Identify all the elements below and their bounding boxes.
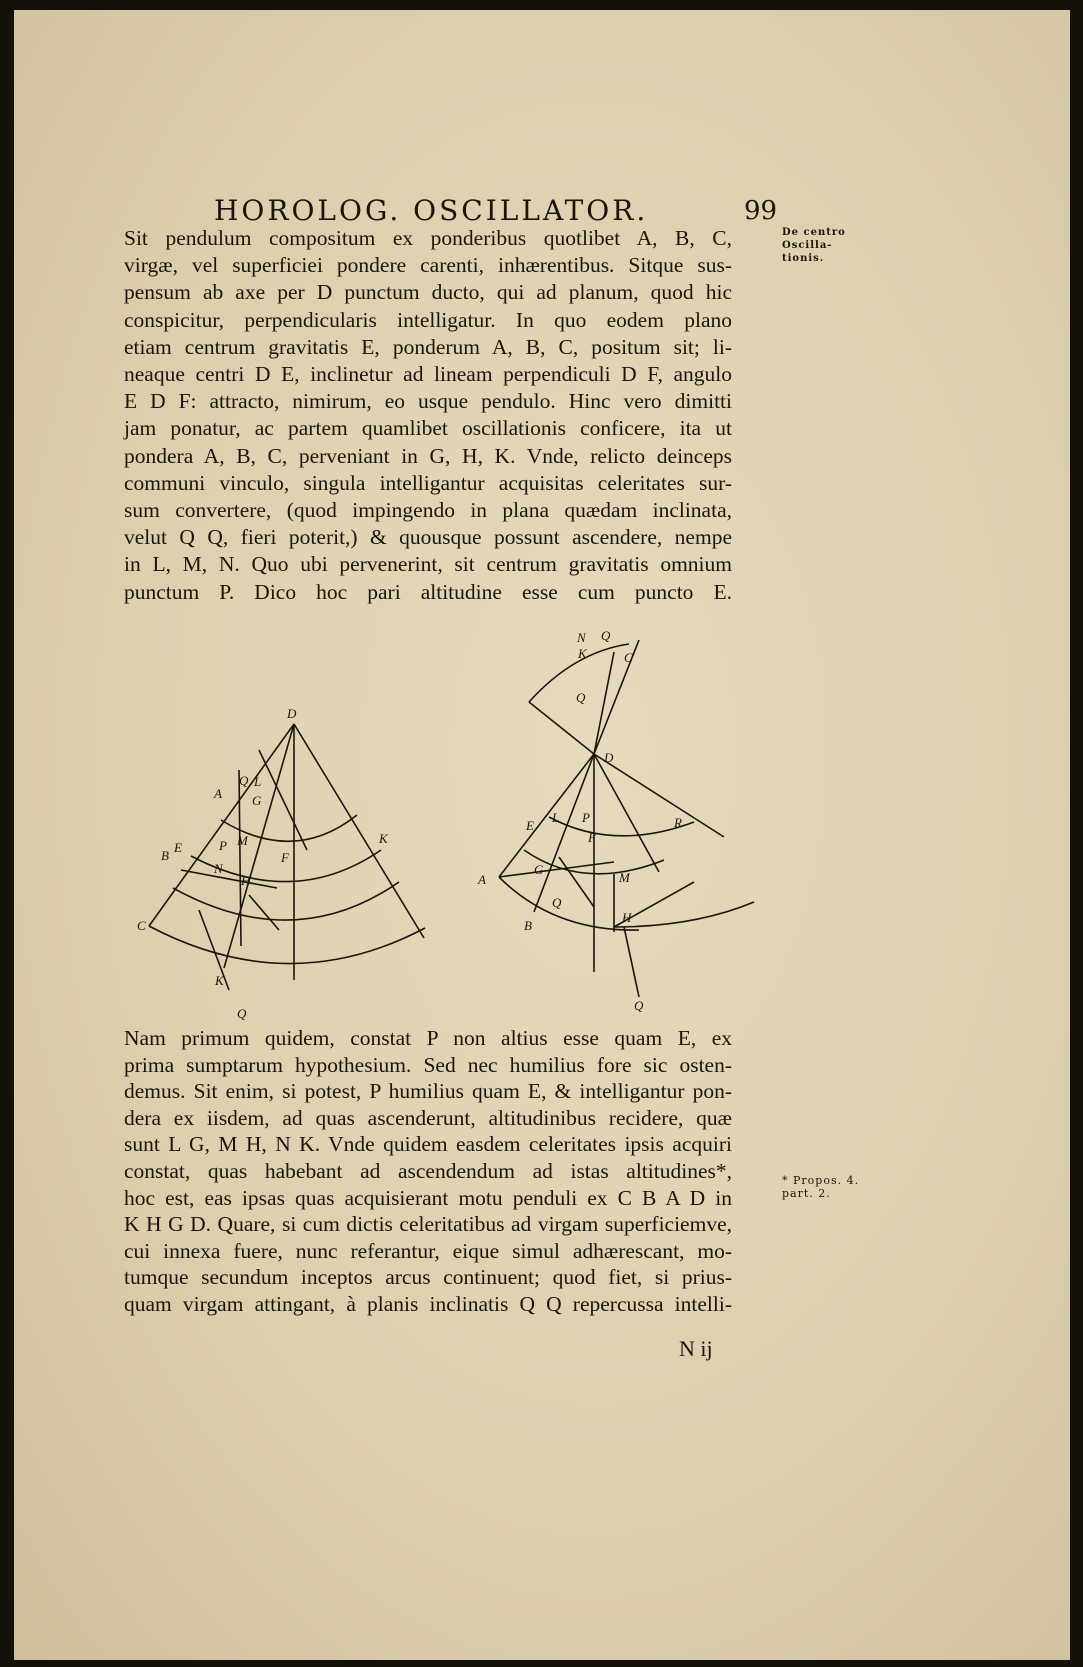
figure-pendulum-right — [464, 622, 784, 1017]
text-line: cui innexa fuere, nunc referantur, eique simul adhærescant, mo- — [124, 1238, 732, 1263]
fig2-label-Q-top: Q — [601, 628, 611, 643]
fig1-label-Q-bottom: Q — [237, 1006, 247, 1020]
fig1-label-C: C — [137, 918, 146, 933]
text-line: E D F: attracto, nimirum, eo usque pendulo. Hinc vero dimitti — [124, 389, 732, 414]
text-line: dera ex iisdem, ad quas ascenderunt, altitudinibus recidere, quæ — [124, 1105, 732, 1130]
fig2-label-P: P — [582, 810, 590, 825]
fig1-label-L: L — [254, 774, 262, 789]
text-line: sunt L G, M H, N K. Vnde quidem easdem celeritates ipsis acquiri — [124, 1132, 732, 1157]
fig2-label-G: G — [534, 862, 544, 877]
text-line: Sit pendulum compositum ex ponderibus quotlibet A, B, C, — [124, 226, 732, 250]
running-head: HOROLOG. OSCILLATOR. — [214, 194, 649, 227]
text-line: quam virgam attingant, à planis inclinatis Q Q repercussa intelli- — [124, 1292, 732, 1316]
figure-pendulum-left — [129, 700, 459, 1020]
page-number: 99 — [744, 196, 778, 226]
fig1-label-H: H — [241, 873, 251, 888]
fig1-label-K: K — [215, 973, 224, 988]
margin-note-reference — [782, 1174, 892, 1200]
text-line: constat, quas habebant ad ascendendum ad istas altitudines*, — [124, 1159, 732, 1183]
fig2-label-Q: Q — [576, 690, 586, 705]
margin-note-top — [782, 226, 892, 265]
fig2-label-R: R — [674, 815, 682, 830]
text-line: virgæ, vel superficiei pondere carenti, inhærentibus. Sitque sus- — [124, 253, 732, 278]
fig2-label-N: N — [577, 630, 586, 645]
text-line: velut Q Q, fieri poterit,) & quousque possunt ascendere, nempe — [124, 525, 732, 550]
fig2-label-F: F — [588, 830, 596, 845]
margin-note-line: part. 2. — [782, 1187, 831, 1200]
fig1-label-F: F — [281, 850, 289, 865]
fig2-label-L: L — [552, 810, 560, 825]
margin-note-line: * Propos. 4. — [782, 1174, 860, 1187]
fig2-label-D: D — [604, 750, 614, 765]
text-line: jam ponatur, ac partem quamlibet oscillationis conficere, ita ut — [124, 416, 732, 441]
fig1-label-B: B — [161, 848, 169, 863]
text-line: tumque secundum inceptos arcus continuent; quod fiet, si prius- — [124, 1265, 732, 1290]
text-line: communi vinculo, singula intelligantur acquisitas celeritates sur- — [124, 470, 732, 495]
fig1-label-A: A — [214, 786, 222, 801]
book-page — [14, 10, 1070, 1660]
fig1-label-Q: Q — [239, 773, 249, 788]
fig2-label-H: H — [622, 910, 632, 925]
fig2-label-Q-mid: Q — [552, 895, 562, 910]
text-line: hoc est, eas ipsas quas acquisierant motu penduli ex C B A D in — [124, 1185, 732, 1210]
fig1-label-G: G — [252, 793, 262, 808]
fig2-label-K: K — [578, 646, 587, 661]
fig1-label-N: N — [214, 861, 223, 876]
signature-mark: N ij — [679, 1336, 713, 1361]
fig1-label-E: E — [174, 840, 182, 855]
text-line: sum convertere, (quod impingendo in plana quædam inclinata, — [124, 498, 732, 522]
text-line: Nam primum quidem, constat P non altius esse quam E, ex — [124, 1026, 732, 1050]
text-line: pondera A, B, C, perveniant in G, H, K. Vnde, relicto deinceps — [124, 443, 732, 468]
fig2-label-M: M — [619, 870, 630, 885]
fig2-label-A: A — [478, 872, 486, 887]
fig2-label-B: B — [524, 918, 532, 933]
text-line: punctum P. Dico hoc pari altitudine esse cum puncto E. — [124, 579, 732, 604]
margin-note-line: tionis. — [782, 253, 825, 264]
fig1-label-M: M — [237, 833, 248, 848]
text-line: demus. Sit enim, si potest, P humilius quam E, & intelligantur pon- — [124, 1079, 732, 1104]
text-line: conspicitur, perpendicularis intelligatur. In quo eodem plano — [124, 307, 732, 332]
text-line: etiam centrum gravitatis E, ponderum A, B, C, positum sit; li- — [124, 334, 732, 359]
text-line: in L, M, N. Quo ubi pervenerint, sit centrum gravitatis omnium — [124, 552, 732, 577]
figure-lines — [499, 640, 754, 997]
fig1-label-P: P — [219, 838, 227, 853]
fig2-label-E: E — [526, 818, 534, 833]
text-line: prima sumptarum hypothesium. Sed nec humilius fore sic osten- — [124, 1052, 732, 1077]
fig2-label-C: C — [624, 650, 633, 665]
fig1-label-D: D — [287, 706, 297, 721]
margin-note-line: Oscilla- — [782, 240, 833, 251]
fig1-label-K-right: K — [379, 831, 388, 846]
fig2-label-Q-bottom: Q — [634, 998, 644, 1013]
text-line: pensum ab axe per D punctum ducto, qui ad planum, quod hic — [124, 280, 732, 305]
margin-note-line: De centro — [782, 227, 846, 238]
text-line: K H G D. Quare, si cum dictis celeritatibus ad virgam superficiemve, — [124, 1212, 732, 1237]
text-line: neaque centri D E, inclinetur ad lineam perpendiculi D F, angulo — [124, 362, 732, 386]
